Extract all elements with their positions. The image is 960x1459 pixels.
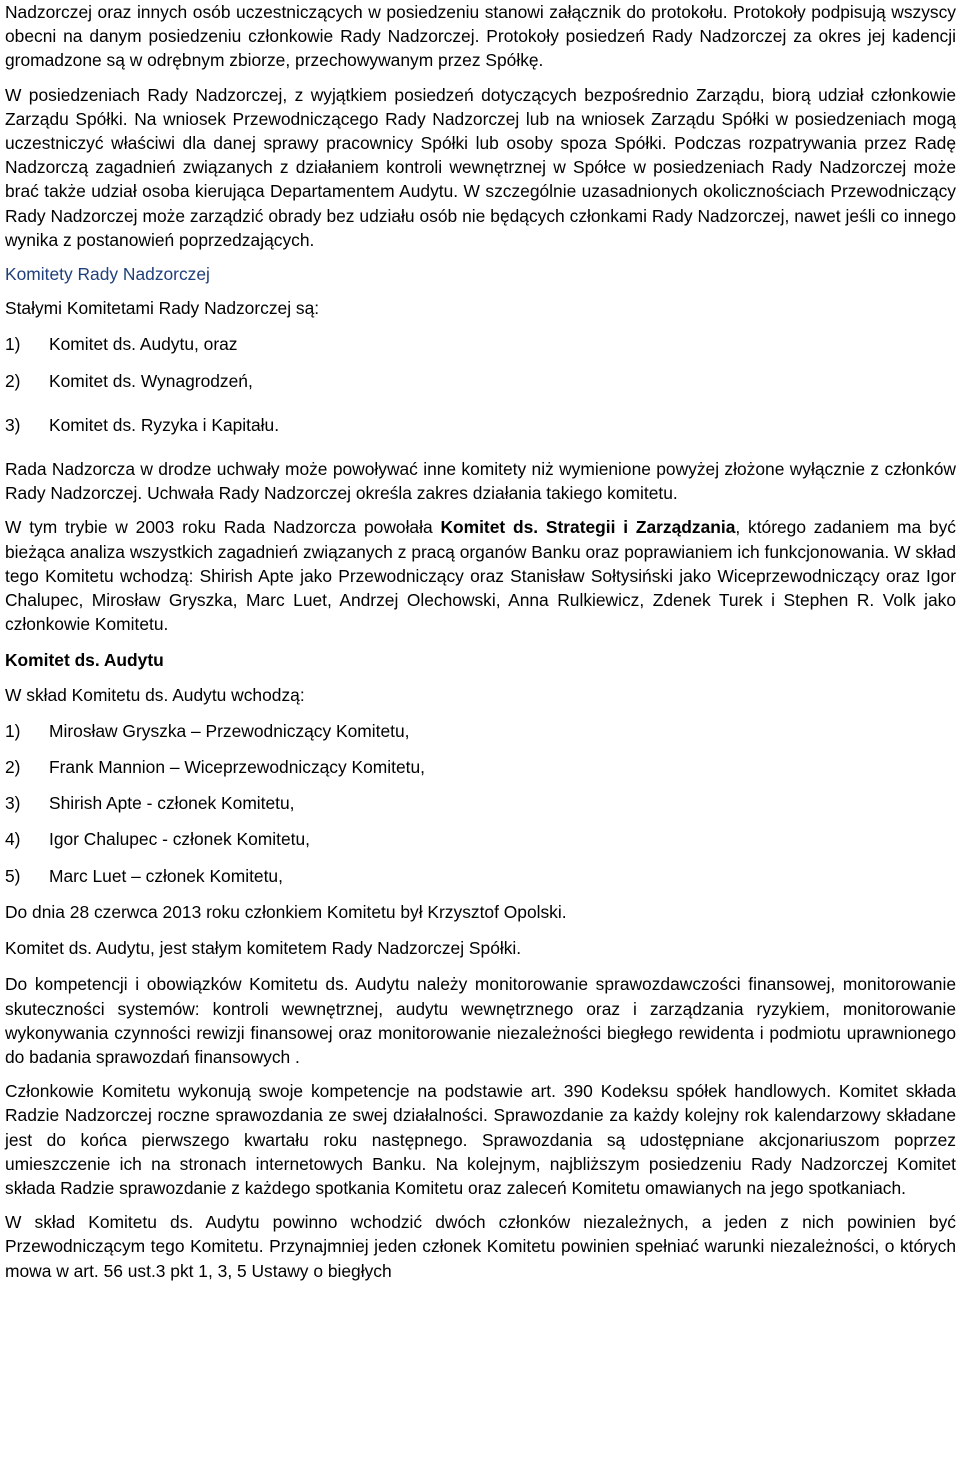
- list-item: [5, 827, 956, 851]
- audit-committee-intro: W skład Komitetu ds. Audytu wchodzą:: [5, 684, 305, 705]
- standing-committees-intro: Stałymi Komitetami Rady Nadzorczej są:: [5, 298, 320, 319]
- section-heading-committees: Komitety Rady Nadzorczej: [5, 264, 210, 285]
- list-item-number: 1): [5, 720, 21, 741]
- list-item-text: Komitet ds. Ryzyka i Kapitału.: [49, 414, 280, 435]
- paragraph-competences: Do kompetencji i obowiązków Komitetu ds. Audytu należy monitorowanie sprawozdawczości finansowej, monitorowanie skuteczności systemów: kontroli wewnętrznej, audytu wewnętrznego oraz i zarządzania ryzykiem, monitorowanie wykonywania czynności rewizji finansowej oraz monitorowanie niezależności biegłego rewidenta i podmiotu uprawnionego do badania sprawozdań finansowych .: [5, 974, 956, 1067]
- text-run: W tym trybie w 2003 roku Rada Nadzorcza powołała: [5, 517, 441, 538]
- list-item: [5, 791, 956, 815]
- list-item: [5, 369, 956, 393]
- paragraph-strategy-committee: [5, 515, 956, 636]
- paragraph-meeting-participation: W posiedzeniach Rady Nadzorczej, z wyjątkiem posiedzeń dotyczących bezpośrednio Zarządu, biorą udział członkowie Zarządu Spółki. Na wniosek Przewodniczącego Rady Nadzorczej lub na wniosek Zarządu Spółki w posiedzeniach mogą uczestniczyć właściwi dla danej sprawy pracownicy Spółki lub osoby spoza Spółki. Podczas rozpatrywania przez Radę Nadzorczą zagadnień związanych z działaniem kontroli wewnętrznej w Spółce w posiedzeniach Rady Nadzorczej może brać także udział osoba kierująca Departamentem Audytu. W szczególnie uzasadnionych okolicznościach Przewodniczący Rady Nadzorczej może zarządzić obrady bez udziału osób nie będących członkami Rady Nadzorczej, nawet jeśli co innego wynika z postanowień poprzedzających.: [5, 84, 956, 250]
- list-item-text: Mirosław Gryszka – Przewodniczący Komitetu,: [49, 720, 410, 741]
- list-item-number: 2): [5, 370, 21, 391]
- list-item: [5, 332, 956, 356]
- list-item-number: 1): [5, 334, 21, 355]
- list-item-text: Marc Luet – członek Komitetu,: [49, 865, 283, 886]
- paragraph-standing-committee: Komitet ds. Audytu, jest stałym komitetem Rady Nadzorczej Spółki.: [5, 938, 522, 959]
- paragraph-protocols: Nadzorczej oraz innych osób uczestniczących w posiedzeniu stanowi załącznik do protokołu. Protokoły podpisują wszyscy obecni na danym posiedzeniu członkowie Rady Nadzorczej. Protokoły posiedzeń Rady Nadzorczej za okres jej kadencji gromadzone są w odrębnym zbiorze, przechowywanym przez Spółkę.: [5, 2, 956, 71]
- paragraph-independence: W skład Komitetu ds. Audytu powinno wchodzić dwóch członków niezależnych, a jeden z nich powinien być Przewodniczącym tego Komitetu. Przynajmniej jeden członek Komitetu powinien spełniać warunki niezależności, o których mowa w art. 56 ust.3 pkt 1, 3, 5 Ustawy o biegłych: [5, 1212, 956, 1281]
- list-item: [5, 413, 956, 437]
- list-item-number: 3): [5, 793, 21, 814]
- standing-committees-list: [5, 332, 956, 437]
- list-item-number: 2): [5, 757, 21, 778]
- list-item-number: 4): [5, 829, 21, 850]
- strategy-committee-name: Komitet ds. Strategii i Zarządzania: [440, 517, 736, 538]
- list-item-number: 5): [5, 865, 21, 886]
- list-item: [5, 864, 956, 888]
- audit-committee-members-list: [5, 719, 956, 888]
- list-item-text: Komitet ds. Audytu, oraz: [49, 334, 238, 355]
- list-item: [5, 755, 956, 779]
- list-item: [5, 719, 956, 743]
- section-heading-audit-committee: Komitet ds. Audytu: [5, 650, 164, 671]
- paragraph-other-committees: Rada Nadzorcza w drodze uchwały może powoływać inne komitety niż wymienione powyżej złożone wyłącznie z członków Rady Nadzorczej. Uchwała Rady Nadzorczej określa zakres działania takiego komitetu.: [5, 459, 956, 504]
- list-item-text: Shirish Apte - członek Komitetu,: [49, 793, 295, 814]
- list-item-text: Komitet ds. Wynagrodzeń,: [49, 370, 253, 391]
- text-run: , którego zadaniem ma być bieżąca analiza wszystkich zagadnień związanych z pracą organów Banku oraz poprawianiem ich funkcjonowania. W skład tego Komitetu wchodzą: Shirish Apte jako Przewodniczący oraz Stanisław Sołtysiński jako Wiceprzewodniczący oraz Igor Chalupec, Mirosław Gryszka, Marc Luet, Andrzej Olechowski, Anna Rulkiewicz, Zdenek Turek i Stephen R. Volk jako członkowie Komitetu.: [5, 517, 956, 635]
- list-item-text: Igor Chalupec - członek Komitetu,: [49, 829, 310, 850]
- paragraph-former-member: Do dnia 28 czerwca 2013 roku członkiem Komitetu był Krzysztof Opolski.: [5, 901, 567, 922]
- list-item-text: Frank Mannion – Wiceprzewodniczący Komitetu,: [49, 757, 425, 778]
- list-item-number: 3): [5, 414, 21, 435]
- paragraph-reporting: Członkowie Komitetu wykonują swoje kompetencje na podstawie art. 390 Kodeksu spółek handlowych. Komitet składa Radzie Nadzorczej roczne sprawozdania ze swej działalności. Sprawozdanie za każdy kolejny rok kalendarzowy składane jest do końca pierwszego kwartału roku następnego. Sprawozdania są udostępniane akcjonariuszom poprzez umieszczenie ich na stronach internetowych Banku. Na kolejnym, najbliższym posiedzeniu Rady Nadzorczej Komitet składa Radzie sprawozdanie z każdego spotkania Komitetu oraz zaleceń Komitetu omawianych na jego spotkaniach.: [5, 1081, 956, 1198]
